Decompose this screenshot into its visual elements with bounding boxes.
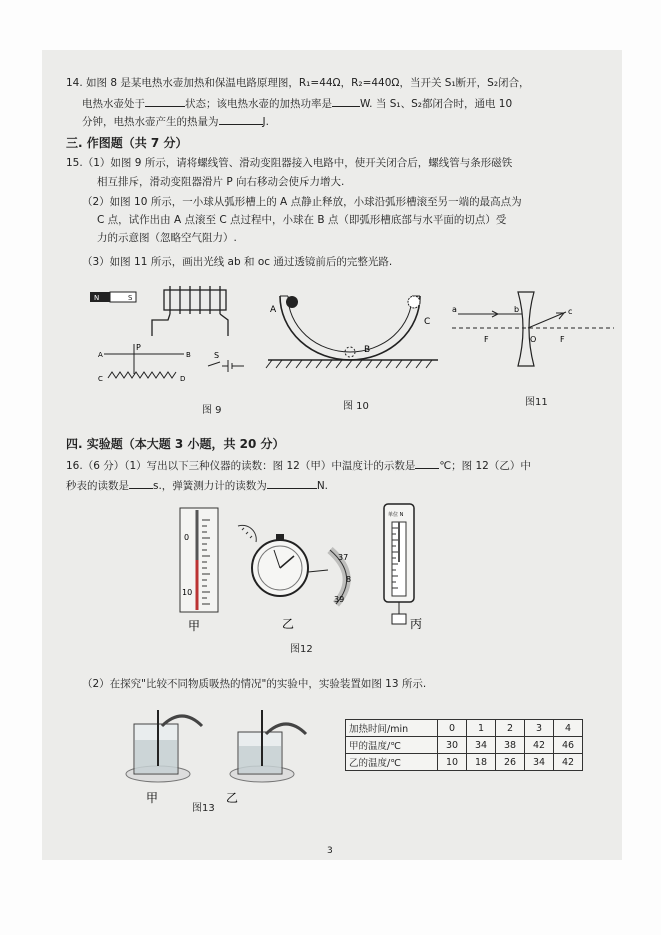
q16-line1: 16.（6 分）（1）写出以下三种仪器的读数：图 12（甲）中温度计的示数是 ℃；图 12（乙）中 (66, 457, 531, 473)
spring-scale (384, 504, 414, 624)
q15-line6: （3）如图 11 所示，画出光线 ab 和 oc 通过透镜前后的完整光路. (82, 256, 393, 268)
ray-oc (528, 312, 566, 328)
q14-blank-state[interactable] (145, 95, 185, 107)
fig13-label-jia: 甲 (146, 791, 159, 805)
figure-11 (448, 290, 618, 380)
stopwatch-scale-37: 37 (338, 553, 349, 562)
rheostat (104, 344, 184, 378)
table-header-cell: 1 (467, 720, 496, 737)
magnet-n-label: N (94, 294, 100, 302)
q16-blank-spring[interactable] (267, 477, 317, 489)
terminal-a: A (98, 351, 103, 359)
slider-p-label: P (136, 343, 141, 352)
table-header-cell: 0 (438, 720, 467, 737)
magnet-s-label: S (128, 294, 133, 302)
label-a: a (452, 305, 457, 314)
label-f-left: F (484, 335, 489, 344)
table-header-cell: 2 (496, 720, 525, 737)
table-row (346, 737, 583, 754)
table-cell: 46 (554, 737, 583, 754)
q16-blank-temp[interactable] (415, 457, 439, 469)
figure-13 (122, 706, 322, 806)
section-4-title: 四. 实验题（本大题 3 小题，共 20 分） (66, 437, 285, 451)
q14-line3: 分钟，电热水壶产生的热量为 J. (82, 113, 269, 129)
arc-track (280, 296, 420, 360)
terminal-b: B (186, 351, 191, 359)
q16-line2: 秒表的读数是 s.，弹簧测力计的读数为 N. (66, 477, 328, 493)
beaker-jia (126, 710, 202, 782)
fig12-caption: 图12 (290, 644, 313, 655)
figure-9 (88, 282, 248, 392)
spring-scale-unit: 单位 N (388, 512, 404, 518)
q15-line4: C 点，试作出由 A 点滚至 C 点过程中，小球在 B 点（即弧形槽底部与水平面的切点）受 (97, 214, 507, 226)
q15-line1: 15.（1）如图 9 所示，请将螺线管、滑动变阻器接入电路中，使开关闭合后，螺线管与条形磁铁 (66, 157, 513, 169)
label-c: c (568, 307, 573, 316)
q14-blank-heat[interactable] (219, 113, 263, 125)
figure-12 (170, 500, 460, 635)
beaker-yi (230, 710, 306, 782)
arc-track-inner (288, 296, 412, 352)
table-cell: 38 (496, 737, 525, 754)
q16-part2: （2）在探究"比较不同物质吸热的情况"的实验中，实验装置如图 13 所示. (82, 678, 427, 690)
table-header-cell: 4 (554, 720, 583, 737)
thermo-tick-10: 10 (182, 588, 193, 597)
stopwatch-scale-39: 39 (334, 595, 345, 604)
solenoid (152, 286, 228, 336)
fig9-caption: 图 9 (202, 405, 222, 416)
q15-line3: （2）如图 10 所示，一小球从弧形槽上的 A 点静止释放，小球沿弧形槽滚至另一端的最高点为 (82, 196, 522, 208)
terminal-d: D (180, 375, 186, 383)
table-header-row (346, 720, 583, 737)
figure-10 (262, 288, 442, 380)
table-row (346, 754, 583, 771)
thermometer (180, 508, 218, 612)
table-cell: 10 (438, 754, 467, 771)
fig12-label-bing: 丙 (410, 617, 423, 631)
q16-blank-stopwatch[interactable] (129, 477, 153, 489)
temperature-table (345, 719, 583, 771)
q14-blank-power[interactable] (332, 95, 360, 107)
q15-line2: 相互排斥，滑动变阻器滑片 P 向右移动会使斥力增大. (97, 176, 345, 188)
ball-a (286, 296, 298, 308)
fig12-label-jia: 甲 (188, 619, 201, 633)
section-3-title: 三. 作图题（共 7 分） (66, 136, 188, 150)
table-cell: 42 (554, 754, 583, 771)
table-cell: 34 (525, 754, 554, 771)
ground-hatch (266, 360, 432, 368)
table-cell: 30 (438, 737, 467, 754)
concave-lens (518, 292, 537, 366)
label-f-right: F (560, 335, 565, 344)
table-header-cell: 3 (525, 720, 554, 737)
table-cell: 42 (525, 737, 554, 754)
table-header-cell: 加热时间/min (346, 720, 438, 737)
label-o: O (530, 335, 537, 344)
table-cell: 甲的温度/℃ (346, 737, 438, 754)
point-c-label: C (424, 317, 431, 327)
switch-label: S (214, 351, 220, 360)
terminal-c: C (98, 375, 103, 383)
point-a-label: A (270, 305, 277, 315)
point-b-label: B (364, 345, 371, 355)
fig13-caption: 图13 (192, 803, 215, 814)
thermo-tick-0: 0 (184, 533, 190, 542)
table-cell: 18 (467, 754, 496, 771)
stopwatch-scale-8: 8 (346, 575, 352, 584)
q15-line5: 力的示意图（忽略空气阻力）. (97, 232, 237, 244)
q14-line2: 电热水壶处于 状态；该电热水壶的加热功率是 W. 当 S₁、S₂都闭合时，通电 10 (82, 95, 512, 111)
magnet-n-pole (90, 292, 110, 302)
table-cell: 34 (467, 737, 496, 754)
stopwatch (238, 525, 347, 604)
table-cell: 26 (496, 754, 525, 771)
switch-battery (208, 360, 244, 372)
q14-line1: 14. 如图 8 是某电热水壶加热和保温电路原理图，R₁=44Ω，R₂=440Ω，当开关 S₁断开，S₂闭合， (66, 77, 530, 89)
label-b: b (514, 305, 520, 314)
ball-c (408, 296, 420, 308)
page-number: 3 (327, 846, 333, 856)
fig13-label-yi: 乙 (226, 791, 239, 805)
fig12-label-yi: 乙 (282, 617, 295, 631)
fig11-caption: 图11 (525, 397, 548, 408)
fig10-caption: 图 10 (343, 401, 369, 412)
table-cell: 乙的温度/℃ (346, 754, 438, 771)
